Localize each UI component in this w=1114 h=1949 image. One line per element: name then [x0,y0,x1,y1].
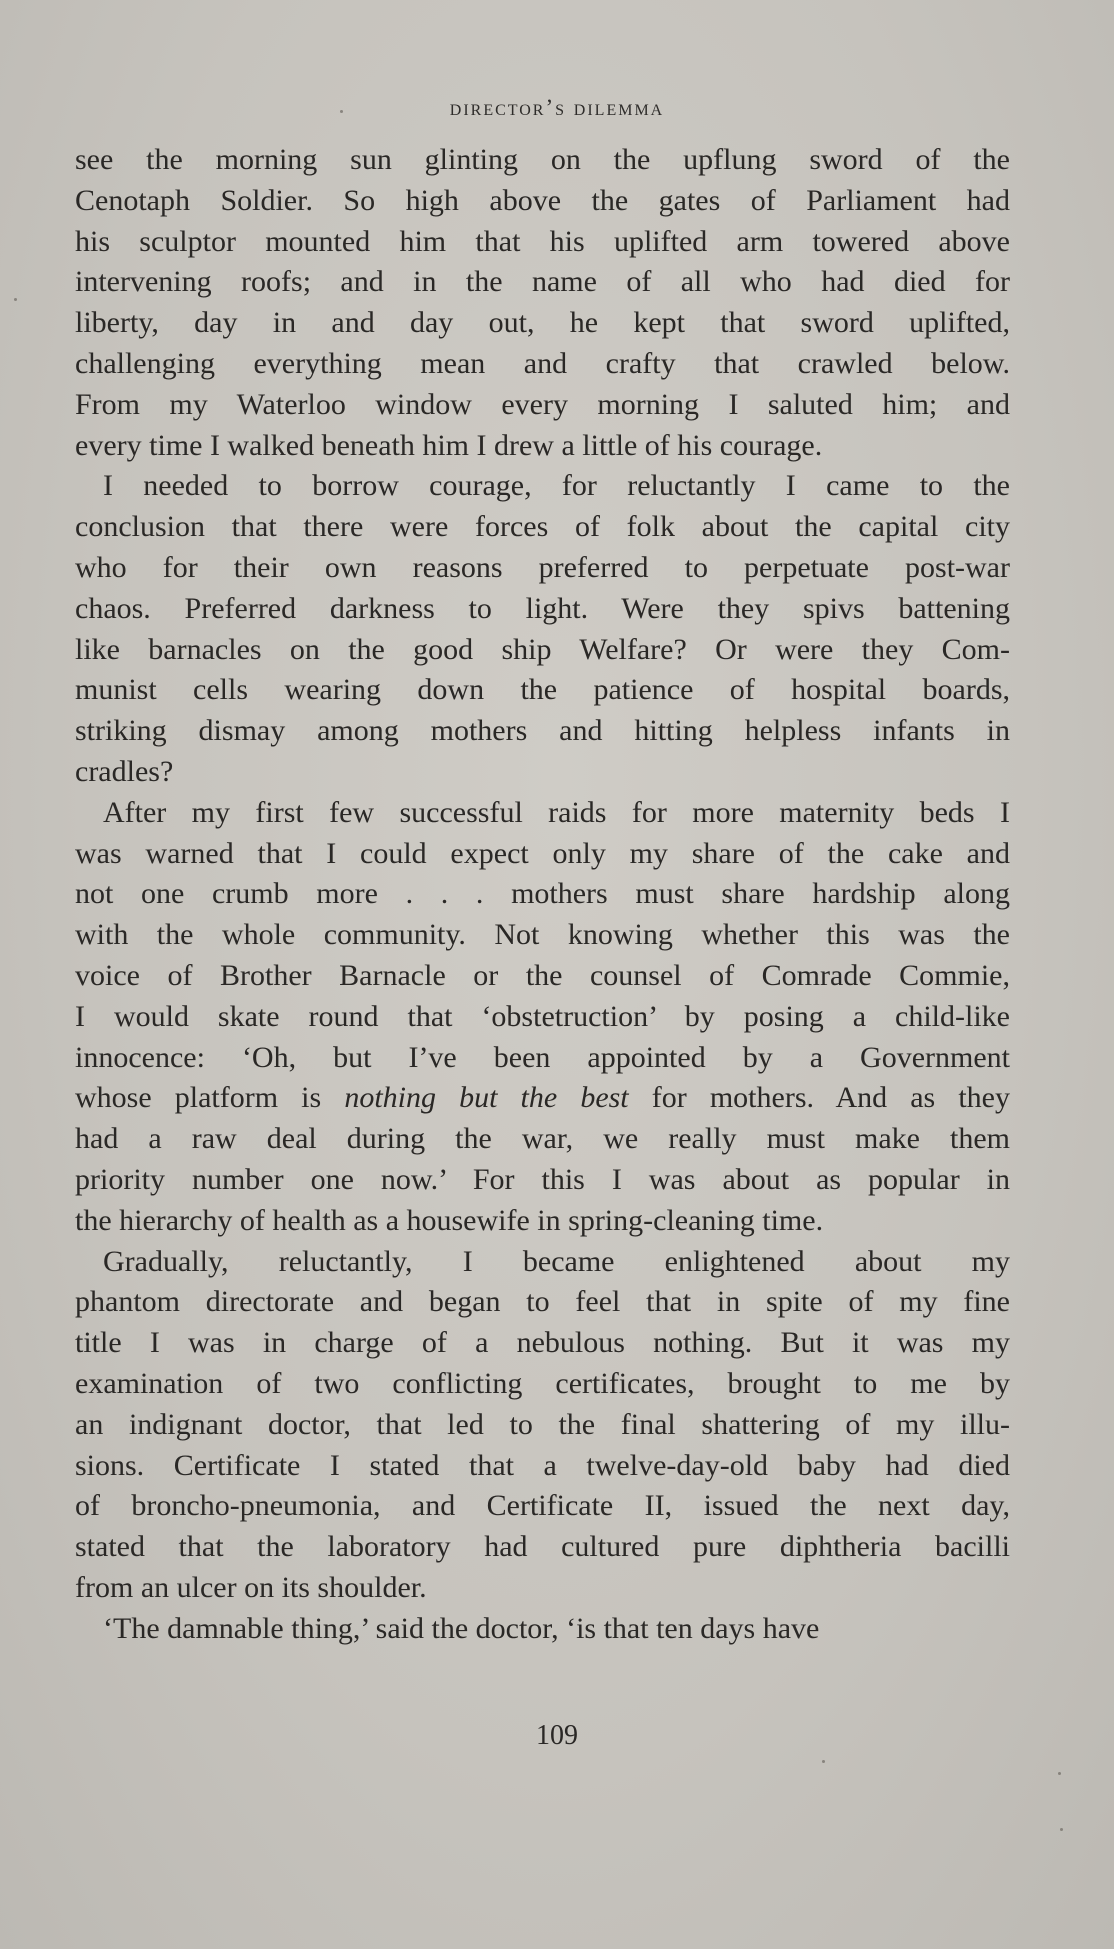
text-line: striking dismay among mothers and hitting helpless infants in [75,714,1010,748]
text-line: with the whole community. Not knowing whether this was the [75,918,1010,952]
text-line: every time I walked beneath him I drew a little of his courage. [75,428,823,462]
text-line: like barnacles on the good ship Welfare? Or were they Com- [75,632,1010,666]
text-line: phantom directorate and began to feel that in spite of my fine [75,1285,1010,1319]
text-line: From my Waterloo window every morning I saluted him; and [75,387,1010,421]
text-line: I would skate round that ‘obstetruction’ by posing a child-like [75,999,1010,1033]
text-line: Cenotaph Soldier. So high above the gates of Parliament had [75,183,1010,217]
text-line: title I was in charge of a nebulous nothing. But it was my [75,1326,1010,1360]
paper-speck [14,298,17,301]
text-line: from an ulcer on its shoulder. [75,1570,427,1604]
text-line: cradles? [75,754,174,788]
text-line: see the morning sun glinting on the upflung sword of the [75,143,1010,176]
text-line: After my first few successful raids for more maternity beds I [103,795,1010,829]
text-line: munist cells wearing down the patience of hospital boards, [75,673,1010,707]
text-line: I needed to borrow courage, for reluctantly I came to the [103,469,1010,503]
paper-speck [1058,1772,1061,1775]
text-line: not one crumb more . . . mothers must share hardship along [75,877,1010,911]
text-line: sions. Certificate I stated that a twelve-day-old baby had died [75,1448,1010,1482]
text-line: conclusion that there were forces of folk about the capital city [75,510,1010,544]
text-line: priority number one now.’ For this I was about as popular in [75,1162,1010,1196]
text-line-with-italic [75,1078,1010,1119]
text-line: chaos. Preferred darkness to light. Were they spivs battening [75,591,1010,625]
text-line: was warned that I could expect only my share of the cake and [75,836,1010,870]
paper-speck [1060,1828,1063,1831]
text-line: his sculptor mounted him that his uplifted arm towered above [75,224,1010,258]
text-line: innocence: ‘Oh, but I’ve been appointed by a Government [75,1040,1010,1074]
text-line: an indignant doctor, that led to the final shattering of my illu- [75,1407,1010,1441]
text-line: Gradually, reluctantly, I became enlightened about my [103,1244,1010,1278]
text-line: liberty, day in and day out, he kept that sword uplifted, [75,306,1010,340]
text-line: who for their own reasons preferred to perpetuate post-war [75,550,1010,584]
running-head: director’s dilemma [449,95,665,120]
text-segment: for mothers. And as they [628,1081,1010,1115]
text-line: the hierarchy of health as a housewife in spring-cleaning time. [75,1203,824,1237]
text-line: intervening roofs; and in the name of all who had died for [75,265,1010,299]
text-segment: whose platform is [75,1081,345,1115]
paper-speck [822,1760,825,1763]
page-number: 109 [536,1720,578,1751]
body-text [75,140,1010,1649]
text-line: voice of Brother Barnacle or the counsel of Comrade Commie, [75,958,1010,992]
italic-emphasis: nothing but the best [344,1081,629,1115]
text-line: examination of two conflicting certificates, brought to me by [75,1366,1010,1400]
paper-speck [340,110,343,113]
text-line: of broncho-pneumonia, and Certificate II, issued the next day, [75,1489,1010,1523]
text-line: stated that the laboratory had cultured pure diphtheria bacilli [75,1530,1010,1564]
text-line: ‘The damnable thing,’ said the doctor, ‘is that ten days have [103,1611,820,1645]
text-line: had a raw deal during the war, we really must make them [75,1122,1010,1156]
text-line: challenging everything mean and crafty that crawled below. [75,346,1010,380]
